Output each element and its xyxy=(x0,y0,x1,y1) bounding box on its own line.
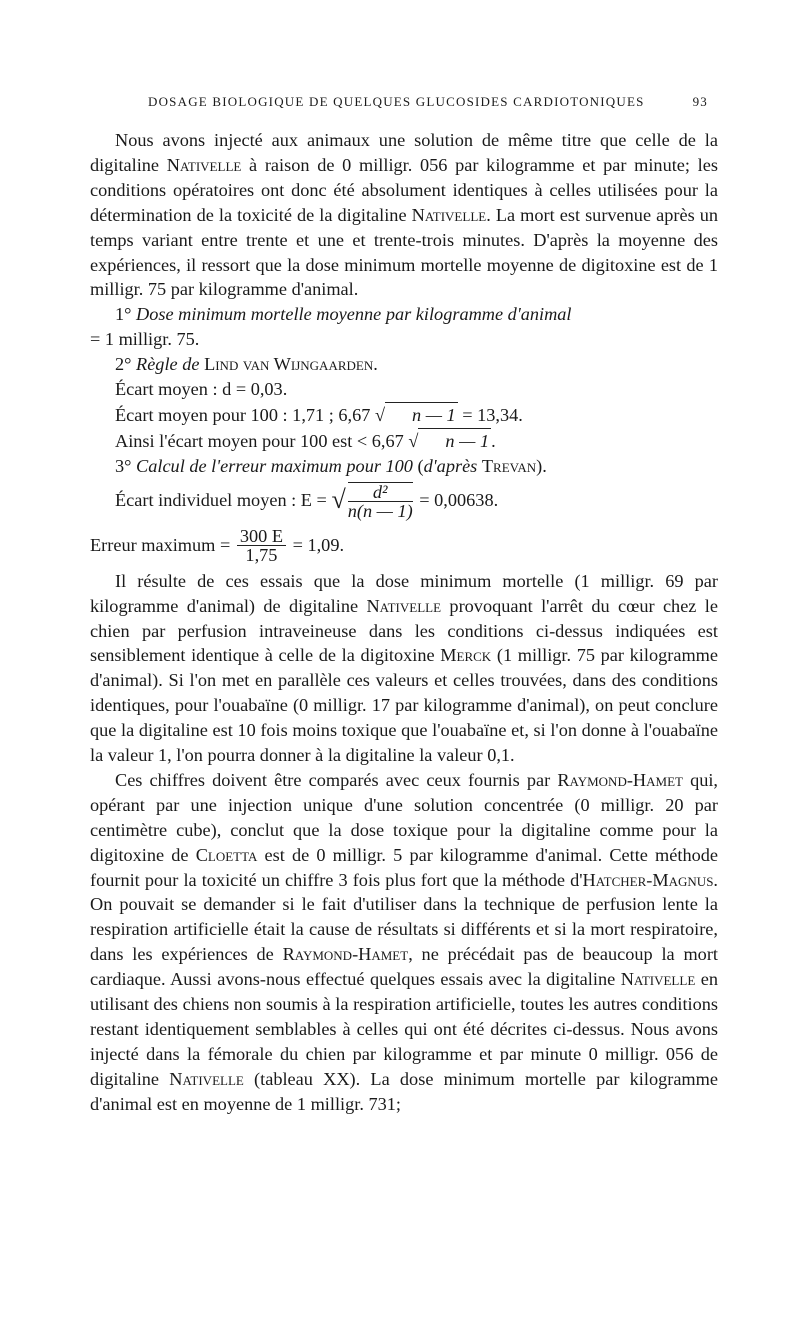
paragraph-2 xyxy=(90,569,718,768)
author-name: Trevan xyxy=(481,455,537,476)
header-title: DOSAGE BIOLOGIQUE DE QUELQUES GLUCOSIDES CARDIOTONIQUES xyxy=(148,94,645,109)
author-name: Nativelle xyxy=(366,595,442,616)
author-name: Lind van Wijngaarden xyxy=(204,354,374,375)
page-number: 93 xyxy=(692,94,708,109)
item-3-heading xyxy=(90,454,718,479)
sqrt-sign: √ xyxy=(331,485,346,515)
equation-result: = 1,09. xyxy=(288,535,345,556)
text-run: . La mort est survenue après un temps variant entre trente et une et trente-trois minutes. D'après la moyenne des expériences, il ressort que la dose minimum mortelle moyenne de digitoxine est de 1 milligr. 75 par kilogramme d'animal. xyxy=(90,204,719,300)
text-run: ( xyxy=(417,455,424,476)
text-run: Écart moyen pour 100 : 1,71 ; 6,67 xyxy=(115,404,375,425)
text-run: Il résulte de ces essais que la dose minimum mortelle (1 milligr. 69 par kilogramme d'animal) de digitaline xyxy=(90,570,718,616)
item-label: Calcul de l'erreur maximum pour 100 xyxy=(136,455,413,476)
text-run: . xyxy=(491,430,496,451)
text-run: = 13,34. xyxy=(457,404,523,425)
item-label: Dose minimum mortelle moyenne par kilogramme d'animal xyxy=(136,304,572,325)
equation-label: Erreur maximum = xyxy=(90,535,235,556)
denominator: 1,75 xyxy=(245,545,278,566)
equation-label: Écart individuel moyen : E = xyxy=(115,490,332,511)
item-1 xyxy=(90,302,718,352)
text-run: à raison de 0 milligr. 056 par kilogramme et par minute; les conditions opératoires ont donc été absolument identiques à celles utilisées pour la détermination de la toxicité de la digitaline xyxy=(90,154,718,225)
item-number: 2° xyxy=(115,354,132,375)
author-name: Nativelle xyxy=(166,154,242,175)
item-2-heading xyxy=(90,352,718,377)
item-value: = 1 milligr. 75. xyxy=(90,329,200,350)
ainsi-line: Ainsi l'écart moyen pour 100 est < 6,67 √ n — 1 . xyxy=(90,428,718,454)
author-name: Nativelle xyxy=(620,969,696,990)
text-run: Ainsi l'écart moyen pour 100 est < 6,67 xyxy=(115,430,409,451)
text-run: qui, opérant par une injection unique d'une solution concentrée (0 milligr. 20 par centimètre cube), conclut que la dose toxique pour la digitaline comme pour la digitoxine de xyxy=(90,769,718,865)
fraction xyxy=(237,527,286,564)
text-run: provoquant l'arrêt du cœur chez le chien par perfusion intraveineuse dans les conditions ci-dessus indiquées est sensiblement identique à celle de la digitoxine xyxy=(90,595,719,666)
erreur-maximum-equation xyxy=(90,523,718,569)
text-run: en utilisant des chiens non soumis à la respiration artificielle, toutes les autres conditions restant identiquement semblables à celles qui ont été décrites ci-dessus. Nous avons injecté dans la fémorale du chien par kilogramme et par minute 0 milligr. 056 de digitaline xyxy=(90,969,718,1089)
text-run: ). xyxy=(536,455,547,476)
text-run: Nous avons injecté aux animaux une solution de même titre que celle de la digitaline xyxy=(90,130,718,175)
author-name: Nativelle xyxy=(169,1068,244,1089)
text-run: d'après xyxy=(423,455,478,476)
item-number: 1° xyxy=(115,304,132,325)
page-body xyxy=(90,128,718,1117)
ecart-moyen: Écart moyen : d = 0,03. xyxy=(115,379,288,400)
fraction xyxy=(348,482,413,520)
text-run: Ces chiffres doivent être comparés avec ceux fournis par xyxy=(115,769,558,790)
text-run: . On pouvait se demander si le fait d'utiliser dans la technique de perfusion lente la respiration artificielle était la cause de résultats si différents et si la mort respiratoire, dans les expériences de xyxy=(90,869,718,965)
ecart-moyen-100: Écart moyen pour 100 : 1,71 ; 6,67 √ n — 1 = 13,34. xyxy=(90,402,718,428)
ecart-individuel-equation xyxy=(90,479,718,523)
denominator: n(n — 1) xyxy=(347,500,413,521)
author-name: Hatcher-Magnus xyxy=(582,869,714,890)
paragraph-1 xyxy=(90,128,718,302)
paragraph-3 xyxy=(90,768,718,1117)
radicand: n — 1 xyxy=(385,402,458,428)
text-run: , ne précédait pas de beaucoup la mort cardiaque. Aussi avons-nous effectué quelques essais avec la digitaline xyxy=(90,944,718,990)
text-run: (1 milligr. 75 par kilogramme d'animal). Si l'on met en parallèle ces valeurs et celles trouvées, dans des conditions identiques, pour l'ouabaïne (0 milligr. 17 par kilogramme d'animal), on peut conclure que la digitaline est 10 fois moins toxique que l'ouabaïne et, si l'on donne à l'ouabaïne la valeur 1, l'on pourra donner à la digitaline la valeur 0,1. xyxy=(90,645,718,766)
author-name: Raymond-Hamet xyxy=(282,944,409,965)
item-number: 3° xyxy=(115,455,132,476)
item-label: Règle de xyxy=(136,354,200,375)
text-run: . xyxy=(373,354,378,375)
equation-result: = 0,00638. xyxy=(414,490,499,511)
text-run: est de 0 milligr. 5 par kilogramme d'animal. Cette méthode fournit pour la toxicité un chiffre 3 fois plus fort que la méthode d' xyxy=(90,844,718,890)
radicand: n — 1 xyxy=(418,428,491,454)
numerator: d² xyxy=(348,483,413,502)
author-name: Cloetta xyxy=(195,844,258,865)
numerator: 300 E xyxy=(237,527,286,546)
author-name: Merck xyxy=(440,645,492,666)
author-name: Nativelle xyxy=(411,204,487,225)
author-name: Raymond-Hamet xyxy=(557,769,683,790)
text-run: (tableau XX). La dose minimum mortelle par kilogramme d'animal est en moyenne de 1 milligr. 731; xyxy=(90,1068,718,1114)
